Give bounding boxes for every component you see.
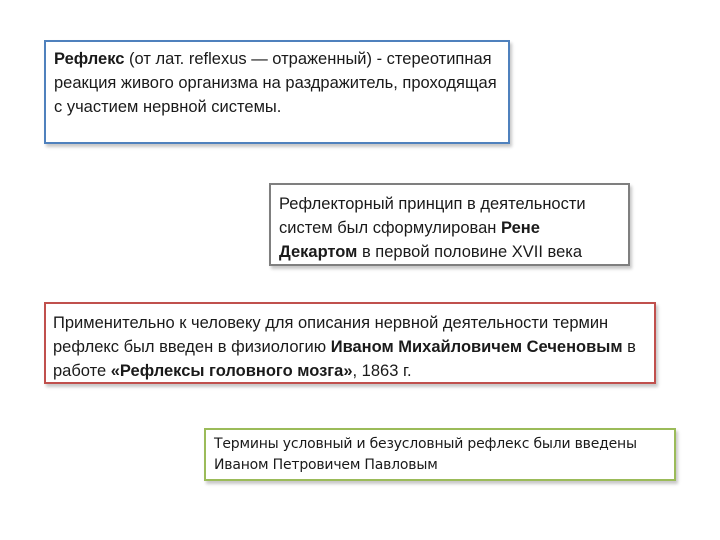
sechenov-text-mid: в работе: [53, 338, 636, 380]
reflex-term: Рефлекс: [54, 50, 125, 68]
descartes-text-post: в первой половине XVII века: [357, 243, 583, 261]
descartes-name: Рене Декартом: [279, 219, 540, 261]
sechenov-text-pre: Применительно к человеку для описания нервной деятельности термин рефлекс был введен в физиологию: [53, 314, 609, 356]
descartes-box: [269, 183, 630, 266]
descartes-text: [279, 192, 620, 264]
sechenov-text: [53, 311, 647, 383]
reflex-definition-box: [44, 40, 510, 144]
pavlov-box: [204, 428, 676, 481]
sechenov-name: Иваном Михайловичем Сеченовым: [330, 338, 623, 356]
sechenov-box: [44, 302, 656, 384]
pavlov-line2: Иваном Петровичем Павловым: [214, 457, 438, 473]
sechenov-text-post: , 1863 г.: [352, 362, 412, 380]
sechenov-work-title: «Рефлексы головного мозга»: [110, 362, 353, 380]
reflex-definition-body: (от лат. reflexus — отраженный) - стереотипная реакция живого организма на раздражитель, проходящая с участием нервной системы.: [54, 50, 497, 116]
descartes-text-pre: Рефлекторный принцип в деятельности систем был сформулирован: [279, 195, 586, 237]
pavlov-line1: Термины условный и безусловный рефлекс были введены: [214, 436, 637, 452]
reflex-definition-text: [54, 47, 500, 119]
